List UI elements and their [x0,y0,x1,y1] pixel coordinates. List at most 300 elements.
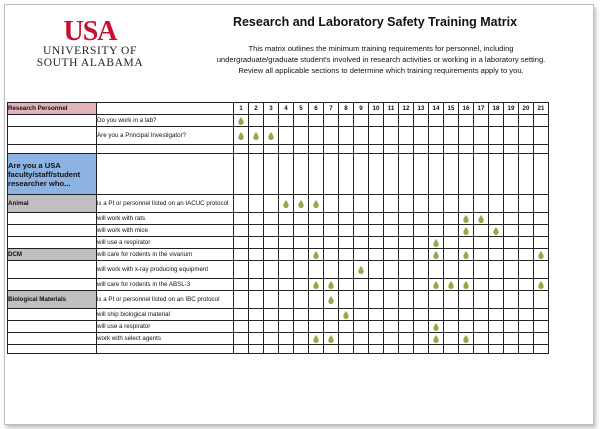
matrix-cell [384,261,399,279]
matrix-cell [429,154,444,195]
column-number: 21 [534,103,549,115]
matrix-cell [384,345,399,354]
requirement-drop-icon [313,200,319,208]
page-title: Research and Laboratory Safety Training Matrix [232,15,518,29]
matrix-cell [354,195,369,213]
intro-line: This matrix outlines the minimum training requirements for personnel, including [248,44,514,53]
section-label [8,309,97,321]
matrix-cell [354,213,369,225]
matrix-cell [399,333,414,345]
matrix-cell [234,291,249,309]
matrix-cell [279,127,294,145]
matrix-cell [444,213,459,225]
section-label [8,261,97,279]
requirement-drop-icon [478,215,484,223]
matrix-cell [249,195,264,213]
matrix-cell [519,237,534,249]
matrix-cell [369,213,384,225]
matrix-cell [519,345,534,354]
requirement-drop-icon [463,281,469,289]
matrix-cell [489,154,504,195]
matrix-cell [279,345,294,354]
matrix-cell [309,237,324,249]
matrix-cell [459,345,474,354]
matrix-cell [459,261,474,279]
column-number: 15 [444,103,459,115]
matrix-cell [444,333,459,345]
column-number: 5 [294,103,309,115]
matrix-cell [459,195,474,213]
matrix-cell [369,279,384,291]
matrix-cell [459,154,474,195]
matrix-cell [309,127,324,145]
column-number: 16 [459,103,474,115]
matrix-cell [459,249,474,261]
matrix-cell [309,115,324,127]
matrix-cell [324,225,339,237]
question-text: is a PI or personnel listed on an IBC protocol [97,291,234,309]
column-number: 2 [249,103,264,115]
training-matrix-table [7,102,549,354]
matrix-cell [384,321,399,333]
matrix-cell [414,345,429,354]
matrix-cell [294,309,309,321]
matrix-cell [414,145,429,154]
matrix-cell [399,195,414,213]
matrix-cell [369,127,384,145]
matrix-cell [504,279,519,291]
matrix-cell [324,127,339,145]
matrix-cell [414,115,429,127]
question-text: will ship biological material [97,309,234,321]
matrix-cell [429,345,444,354]
matrix-cell [519,279,534,291]
matrix-cell [264,237,279,249]
matrix-cell [504,345,519,354]
matrix-cell [294,261,309,279]
matrix-cell [279,115,294,127]
matrix-cell [519,127,534,145]
matrix-cell [444,309,459,321]
requirement-drop-icon [283,200,289,208]
matrix-row [8,225,549,237]
requirement-drop-icon [238,117,244,125]
question-text [97,145,234,154]
matrix-cell [429,321,444,333]
matrix-cell [459,213,474,225]
matrix-cell [504,291,519,309]
matrix-cell [519,145,534,154]
matrix-cell [399,309,414,321]
column-number: 1 [234,103,249,115]
requirement-drop-icon [313,251,319,259]
matrix-cell [519,213,534,225]
matrix-cell [369,291,384,309]
matrix-cell [444,115,459,127]
matrix-cell [414,127,429,145]
matrix-cell [249,237,264,249]
matrix-cell [399,127,414,145]
matrix-cell [339,321,354,333]
question-text: will care for rodents in the vivarium [97,249,234,261]
matrix-row [8,115,549,127]
matrix-cell [384,154,399,195]
section-label [8,345,97,354]
matrix-cell [489,291,504,309]
matrix-cell [354,249,369,261]
matrix-cell [234,195,249,213]
matrix-row [8,291,549,309]
matrix-cell [504,249,519,261]
matrix-cell [414,195,429,213]
matrix-cell [474,145,489,154]
matrix-cell [534,279,549,291]
matrix-cell [519,291,534,309]
matrix-cell [429,213,444,225]
matrix-row [8,213,549,225]
matrix-cell [504,115,519,127]
matrix-cell [249,345,264,354]
matrix-cell [369,145,384,154]
matrix-cell [264,225,279,237]
matrix-cell [444,154,459,195]
matrix-cell [459,237,474,249]
matrix-cell [489,195,504,213]
matrix-cell [444,249,459,261]
requirement-drop-icon [538,251,544,259]
requirement-drop-icon [313,281,319,289]
matrix-cell [234,279,249,291]
matrix-cell [324,279,339,291]
matrix-cell [519,225,534,237]
matrix-cell [354,225,369,237]
matrix-cell [234,213,249,225]
section-label: Animal [8,195,97,213]
matrix-cell [534,237,549,249]
matrix-cell [309,145,324,154]
requirement-drop-icon [313,335,319,343]
requirement-drop-icon [358,266,364,274]
matrix-row [8,309,549,321]
section-label: Biological Materials [8,291,97,309]
question-text [97,154,234,195]
matrix-cell [474,345,489,354]
matrix-cell [249,127,264,145]
matrix-cell [339,225,354,237]
column-number: 3 [264,103,279,115]
matrix-cell [249,321,264,333]
matrix-cell [234,225,249,237]
matrix-cell [444,127,459,145]
matrix-cell [309,279,324,291]
matrix-cell [534,145,549,154]
matrix-cell [369,237,384,249]
matrix-cell [489,115,504,127]
matrix-cell [369,321,384,333]
matrix-cell [414,279,429,291]
section-label [8,279,97,291]
matrix-cell [444,321,459,333]
matrix-row [8,154,549,195]
matrix-cell [279,333,294,345]
matrix-cell [309,321,324,333]
matrix-cell [369,154,384,195]
matrix-cell [324,145,339,154]
university-logo [35,16,145,69]
requirement-drop-icon [493,227,499,235]
matrix-row [8,195,549,213]
matrix-cell [519,195,534,213]
matrix-cell [399,213,414,225]
matrix-cell [459,333,474,345]
matrix-cell [234,321,249,333]
matrix-cell [264,249,279,261]
matrix-cell [339,213,354,225]
matrix-cell [279,195,294,213]
matrix-cell [294,237,309,249]
matrix-row [8,345,549,354]
matrix-cell [354,261,369,279]
intro-text [191,43,571,76]
matrix-cell [384,213,399,225]
matrix-cell [504,321,519,333]
matrix-cell [234,115,249,127]
matrix-cell [429,225,444,237]
matrix-cell [519,333,534,345]
matrix-cell [369,249,384,261]
matrix-cell [294,321,309,333]
matrix-cell [279,237,294,249]
section-label: Research Personnel [8,103,97,115]
matrix-cell [369,225,384,237]
matrix-cell [279,145,294,154]
matrix-row [8,279,549,291]
matrix-cell [489,333,504,345]
matrix-cell [294,333,309,345]
requirement-drop-icon [298,200,304,208]
matrix-cell [504,213,519,225]
requirement-drop-icon [433,335,439,343]
matrix-cell [309,154,324,195]
matrix-cell [474,249,489,261]
requirement-drop-icon [463,215,469,223]
matrix-cell [414,249,429,261]
matrix-cell [474,115,489,127]
matrix-cell [264,291,279,309]
matrix-cell [369,115,384,127]
matrix-cell [384,249,399,261]
requirement-drop-icon [433,281,439,289]
matrix-cell [234,333,249,345]
matrix-cell [534,333,549,345]
intro-line: Review all applicable sections to determine which training requirements apply to you. [238,66,524,75]
matrix-cell [504,225,519,237]
matrix-cell [249,279,264,291]
matrix-cell [459,279,474,291]
matrix-cell [324,321,339,333]
section-label [8,145,97,154]
matrix-cell [519,309,534,321]
matrix-cell [354,279,369,291]
matrix-cell [339,291,354,309]
matrix-cell [294,213,309,225]
requirement-drop-icon [268,132,274,140]
requirement-drop-icon [343,311,349,319]
matrix-cell [324,333,339,345]
matrix-cell [459,225,474,237]
requirement-drop-icon [433,323,439,331]
matrix-cell [384,127,399,145]
section-label: DCM [8,249,97,261]
matrix-cell [429,279,444,291]
matrix-cell [339,145,354,154]
matrix-cell [534,321,549,333]
matrix-cell [504,333,519,345]
matrix-cell [249,249,264,261]
matrix-cell [294,291,309,309]
matrix-cell [249,115,264,127]
requirement-drop-icon [433,251,439,259]
matrix-cell [339,249,354,261]
matrix-cell [444,237,459,249]
matrix-cell [429,195,444,213]
matrix-cell [504,309,519,321]
matrix-cell [309,225,324,237]
requirement-drop-icon [463,227,469,235]
matrix-cell [474,154,489,195]
matrix-cell [384,309,399,321]
matrix-cell [294,225,309,237]
matrix-cell [489,279,504,291]
question-text: will work with mice [97,225,234,237]
matrix-cell [489,145,504,154]
matrix-row [8,321,549,333]
matrix-cell [414,225,429,237]
matrix-cell [429,309,444,321]
matrix-cell [249,154,264,195]
matrix-cell [474,225,489,237]
matrix-cell [294,279,309,291]
matrix-cell [429,115,444,127]
matrix-cell [429,291,444,309]
matrix-cell [489,345,504,354]
matrix-cell [234,127,249,145]
column-number: 9 [354,103,369,115]
matrix-cell [249,213,264,225]
matrix-cell [369,261,384,279]
logo-line-1: UNIVERSITY OF [43,45,137,57]
matrix-cell [534,225,549,237]
matrix-cell [429,237,444,249]
matrix-row [8,145,549,154]
matrix-cell [459,115,474,127]
matrix-cell [534,249,549,261]
matrix-cell [279,249,294,261]
matrix-cell [399,115,414,127]
matrix-cell [444,279,459,291]
matrix-cell [354,127,369,145]
question-text: will work with x-ray producing equipment [97,261,234,279]
matrix-cell [249,145,264,154]
logo-line-2: SOUTH ALABAMA [36,57,144,69]
column-number: 19 [504,103,519,115]
matrix-cell [399,291,414,309]
matrix-cell [294,345,309,354]
matrix-cell [504,154,519,195]
requirement-drop-icon [238,132,244,140]
matrix-cell [444,291,459,309]
matrix-cell [414,309,429,321]
matrix-cell [249,261,264,279]
matrix-cell [534,127,549,145]
column-number: 4 [279,103,294,115]
matrix-cell [264,345,279,354]
matrix-cell [384,115,399,127]
matrix-cell [414,237,429,249]
matrix-cell [324,291,339,309]
matrix-cell [474,237,489,249]
matrix-cell [429,333,444,345]
matrix-cell [234,145,249,154]
matrix-cell [369,195,384,213]
matrix-cell [489,249,504,261]
matrix-row [8,261,549,279]
matrix-cell [399,321,414,333]
matrix-cell [264,213,279,225]
matrix-cell [309,333,324,345]
matrix-cell [264,309,279,321]
matrix-cell [429,261,444,279]
matrix-cell [459,309,474,321]
section-label [8,333,97,345]
section-label [8,321,97,333]
matrix-cell [504,127,519,145]
intro-line: undergraduate/graduate student's involved in research activities or working in a laboratory setting. [216,55,546,64]
section-label: Are you a USA faculty/staff/student researcher who... [8,154,97,195]
matrix-cell [519,115,534,127]
matrix-cell [324,195,339,213]
matrix-cell [249,333,264,345]
matrix-cell [519,321,534,333]
matrix-cell [249,225,264,237]
column-number: 20 [519,103,534,115]
requirement-drop-icon [463,251,469,259]
column-number: 8 [339,103,354,115]
matrix-cell [354,333,369,345]
matrix-cell [309,309,324,321]
matrix-cell [264,154,279,195]
matrix-cell [489,213,504,225]
section-label [8,237,97,249]
matrix-cell [489,261,504,279]
matrix-cell [444,261,459,279]
matrix-cell [279,291,294,309]
matrix-cell [384,291,399,309]
matrix-cell [294,154,309,195]
question-text: is a PI or personnel listed on an IACUC protocol [97,195,234,213]
matrix-cell [399,279,414,291]
matrix-cell [339,261,354,279]
requirement-drop-icon [433,239,439,247]
matrix-cell [384,145,399,154]
matrix-cell [399,261,414,279]
matrix-cell [534,154,549,195]
matrix-cell [264,115,279,127]
matrix-cell [489,127,504,145]
column-number: 7 [324,103,339,115]
matrix-cell [264,127,279,145]
matrix-cell [339,345,354,354]
